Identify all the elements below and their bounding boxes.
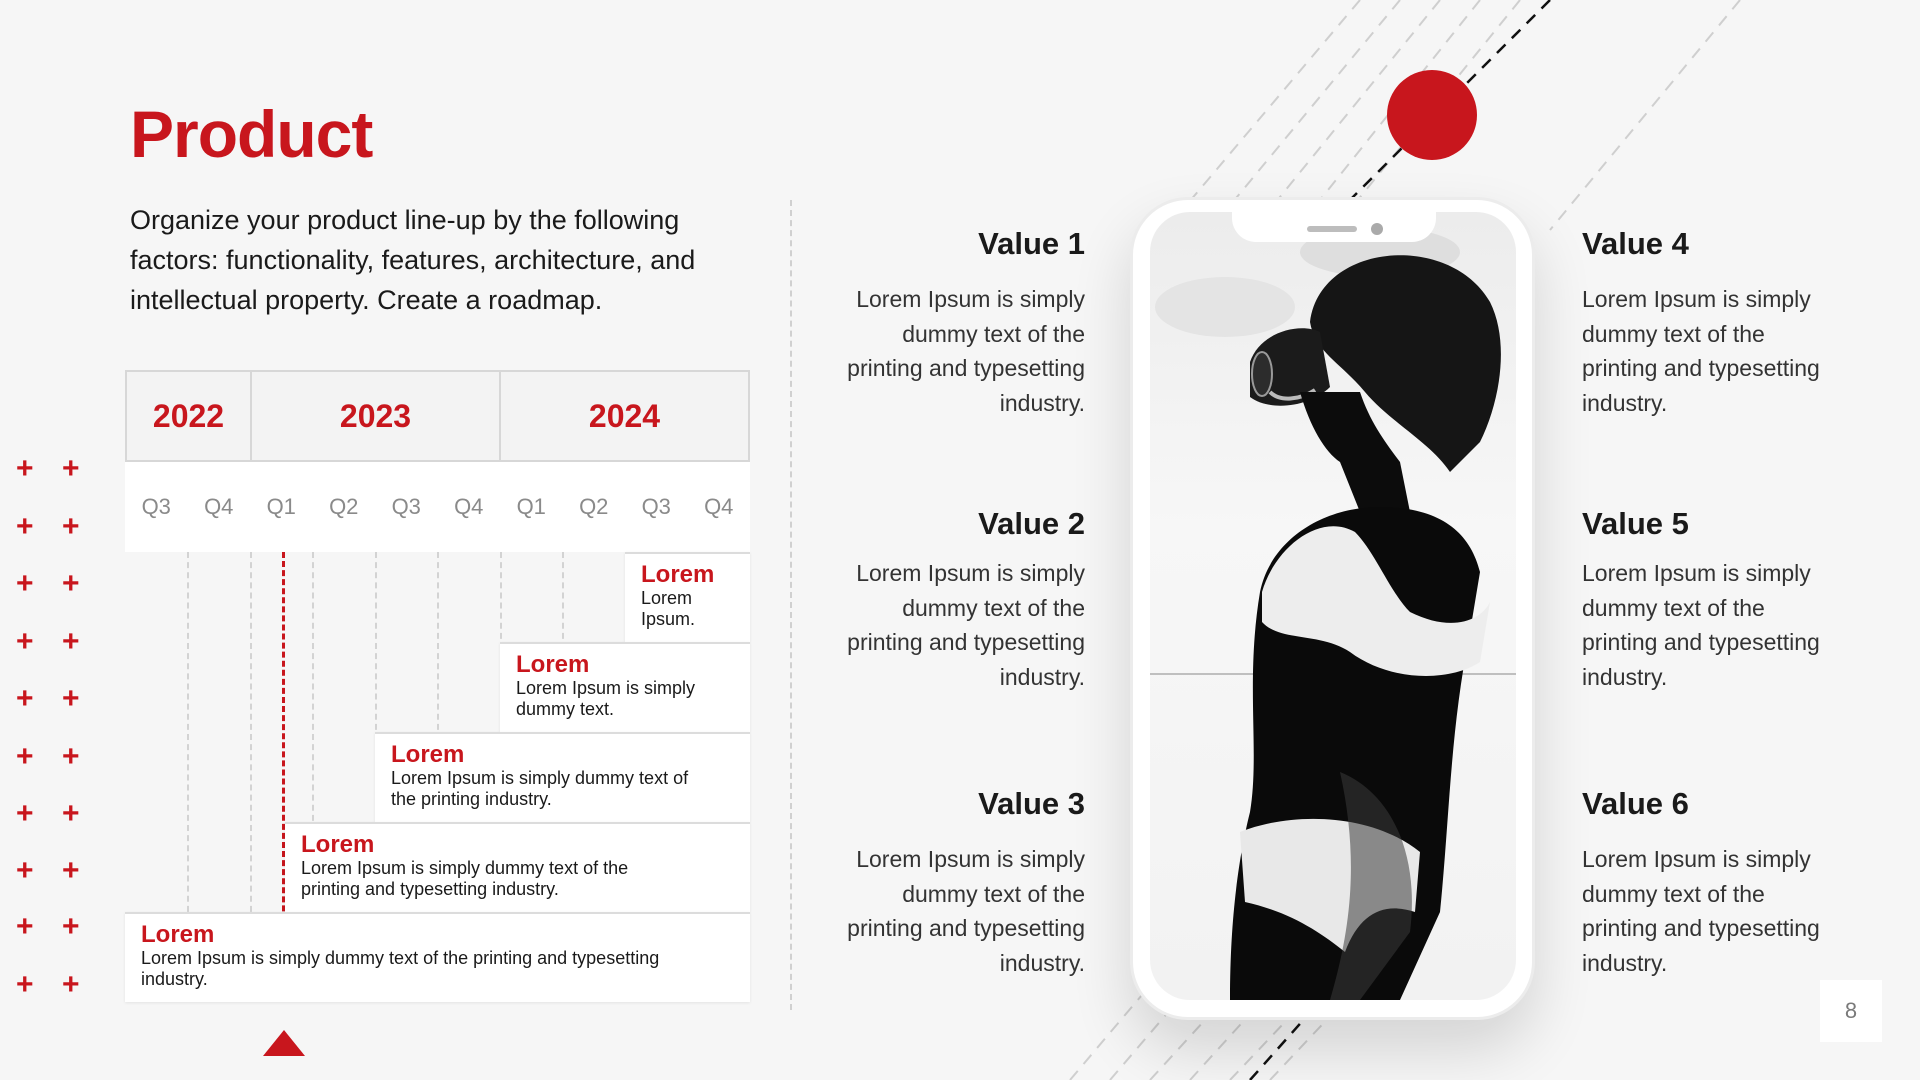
roadmap-bar	[375, 732, 750, 822]
page-number: 8	[1820, 980, 1882, 1042]
value-text: Lorem Ipsum is simply dummy text of the printing and typesetting industry.	[1582, 846, 1820, 976]
plus-icon: +	[62, 510, 80, 543]
value-text: Lorem Ipsum is simply dummy text of the printing and typesetting industry.	[1582, 560, 1820, 690]
page-title: Product	[130, 97, 373, 171]
value-title: Value 4	[1582, 226, 1689, 261]
roadmap-bar-text: Lorem Ipsum is simply dummy text of the printing and typesetting industry.	[141, 948, 660, 989]
roadmap-bar-text: Lorem Ipsum is simply dummy text.	[516, 678, 696, 719]
value-title: Value 6	[1582, 786, 1689, 821]
roadmap-bar-title: Lorem	[391, 741, 465, 768]
value-item	[1582, 786, 1912, 980]
plus-icon: +	[16, 968, 34, 1001]
year-2024: 2024	[588, 397, 661, 434]
phone-camera	[1371, 223, 1383, 235]
plus-icon: +	[62, 910, 80, 943]
value-text: Lorem Ipsum is simply dummy text of the printing and typesetting industry.	[847, 560, 1085, 690]
roadmap-bar	[500, 642, 750, 732]
value-item	[755, 226, 1085, 420]
roadmap-bar-text: Lorem Ipsum is simply dummy text of the printing and typesetting industry.	[301, 858, 629, 899]
plus-icon: +	[16, 910, 34, 943]
value-title: Value 3	[978, 786, 1085, 821]
plus-icon: +	[16, 854, 34, 887]
grid-line	[187, 552, 189, 922]
plus-icon: +	[16, 797, 34, 830]
quarter-header	[125, 462, 750, 552]
roadmap-bar	[125, 912, 750, 1002]
plus-icon: +	[62, 567, 80, 600]
plus-icon: +	[62, 968, 80, 1001]
plus-icon: +	[62, 682, 80, 715]
intro-paragraph: Organize your product line-up by the following factors: functionality, features, architecture, and intellectual property. Create a roadmap.	[130, 205, 696, 315]
quarter-label: Q3	[391, 494, 421, 519]
value-text: Lorem Ipsum is simply dummy text of the printing and typesetting industry.	[1582, 286, 1820, 416]
roadmap-bar	[285, 822, 750, 912]
roadmap-bar-title: Lorem	[141, 921, 215, 948]
plus-icon: +	[62, 854, 80, 887]
value-title: Value 1	[978, 226, 1085, 261]
quarter-label: Q4	[704, 494, 734, 519]
value-item	[755, 506, 1085, 694]
quarter-label: Q4	[454, 494, 484, 519]
quarter-label: Q1	[516, 494, 546, 519]
plus-icon: +	[62, 625, 80, 658]
vr-figure-illustration	[1150, 212, 1516, 1000]
roadmap-bar-title: Lorem	[516, 651, 590, 678]
roadmap-bar-title: Lorem	[301, 831, 375, 858]
plus-icon: +	[16, 452, 34, 485]
quarter-label: Q1	[266, 494, 296, 519]
roadmap-timeline	[125, 370, 750, 1006]
plus-icon: +	[62, 452, 80, 485]
phone-screen-image	[1150, 212, 1516, 1000]
roadmap-bar	[625, 552, 750, 642]
plus-icon: +	[16, 567, 34, 600]
year-2023: 2023	[252, 372, 501, 460]
value-text: Lorem Ipsum is simply dummy text of the printing and typesetting industry.	[847, 286, 1085, 416]
value-text: Lorem Ipsum is simply dummy text of the printing and typesetting industry.	[847, 846, 1085, 976]
roadmap-bar-text: Lorem Ipsum.	[641, 588, 696, 629]
value-item	[1582, 226, 1912, 420]
plus-icon: +	[16, 625, 34, 658]
phone-speaker	[1307, 226, 1357, 232]
year-2022: 2022	[127, 372, 252, 460]
plus-icon: +	[62, 740, 80, 773]
year-header	[125, 370, 750, 462]
quarter-label: Q4	[204, 494, 234, 519]
plus-icon: +	[16, 740, 34, 773]
roadmap-bar-title: Lorem	[641, 561, 715, 588]
triangle-marker-icon	[263, 1030, 305, 1056]
value-item	[1582, 506, 1912, 694]
value-item	[755, 786, 1085, 980]
value-title: Value 2	[978, 506, 1085, 541]
plus-icon: +	[16, 682, 34, 715]
value-title: Value 5	[1582, 506, 1689, 541]
red-circle-decoration	[1387, 70, 1477, 160]
grid-line	[250, 552, 252, 922]
plus-icon: +	[62, 797, 80, 830]
quarter-label: Q3	[641, 494, 671, 519]
quarter-label: Q2	[579, 494, 609, 519]
plus-icon: +	[16, 510, 34, 543]
roadmap-bar-text: Lorem Ipsum is simply dummy text of the printing industry.	[391, 768, 689, 809]
quarter-label: Q2	[329, 494, 359, 519]
quarter-label: Q3	[141, 494, 171, 519]
